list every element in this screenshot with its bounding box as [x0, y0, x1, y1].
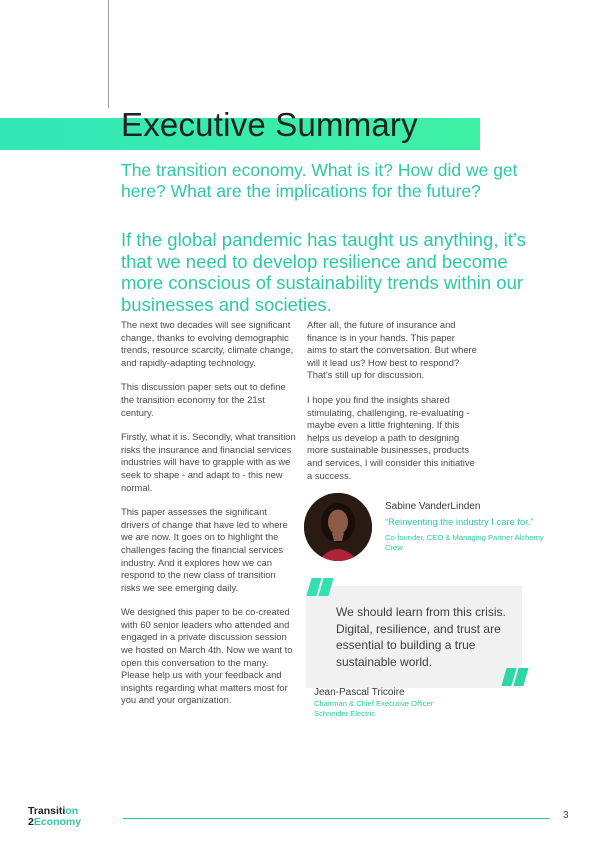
close-quote-icon	[502, 668, 528, 686]
logo-text: 2	[28, 816, 34, 828]
logo-text-accent: Economy	[33, 816, 82, 828]
left-paragraph: This discussion paper sets out to define the transition economy for the 21st century.	[121, 381, 286, 418]
quote-author: Jean-Pascal Tricoire	[314, 687, 405, 698]
left-column	[121, 319, 297, 719]
lead-statement: If the global pandemic has taught us anything, it’s that we need to develop resilience and become more conscious of sustainability trends within our businesses and societies.	[121, 229, 526, 315]
quote-author-role: Chairman & Chief Executive Officer	[314, 699, 434, 708]
open-quote-icon	[307, 578, 333, 596]
quote-author-organization: Schneider Electric	[314, 709, 376, 718]
logo-text-accent: on	[65, 805, 79, 817]
left-paragraph: This paper assesses the significant drivers of change that have led to where we are now. It goes on to highlight the challenges facing the financial services industry. And it explores how we can respond to the new class of transition risks we see emerging daily.	[121, 506, 288, 593]
left-paragraph: The next two decades will see significant change, thanks to evolving demographic trends, resource scarcity, climate change, and rapidly-adapting technology.	[121, 319, 294, 368]
logo-text: Transiti	[28, 805, 66, 817]
signatory-quote: “Reinventing the industry I care for.”	[385, 516, 534, 527]
right-paragraph: I hope you find the insights shared stimulating, challenging, re-evaluating - maybe even a little frightening. If this helps us develop a path to designing more sustainable businesses, products and services, I will consider this initiative a success.	[307, 393, 475, 481]
signatory-role: Co-founder, CEO & Managing Partner Alchemy Crew	[385, 533, 544, 552]
transition-economy-logo	[28, 806, 81, 828]
person-portrait-icon	[304, 493, 372, 561]
author-photo	[304, 493, 372, 561]
signatory-name: Sabine VanderLinden	[385, 501, 481, 512]
left-paragraph: Firstly, what it is. Secondly, what transition risks the insurance and financial services industries will have to grapple with as we seek to shape - and adapt to - this new normal.	[121, 431, 296, 493]
pull-quote-text: We should learn from this crisis. Digital, resilience, and trust are essential to building a true sustainable world.	[336, 605, 506, 669]
footer-divider	[123, 818, 550, 819]
right-paragraph: After all, the future of insurance and finance is in your hands. This paper aims to start the conversation. But where will it lead us? How best to respond? That’s still up for discussion.	[307, 319, 477, 381]
left-paragraph: We designed this paper to be co-created with 60 senior leaders who attended and engaged in a private discussion session we hosted on March 4th. Now we want to open this conversation to the many. Please help us with your feedback and insights regarding what matters most for you and your organization.	[121, 606, 293, 706]
right-column	[307, 319, 477, 494]
page-number: 3	[563, 810, 569, 821]
page-title: Executive Summary	[121, 106, 418, 143]
subtitle: The transition economy. What is it? How did we get here? What are the implications for the future?	[121, 160, 518, 201]
decorative-vertical-line	[108, 0, 109, 108]
